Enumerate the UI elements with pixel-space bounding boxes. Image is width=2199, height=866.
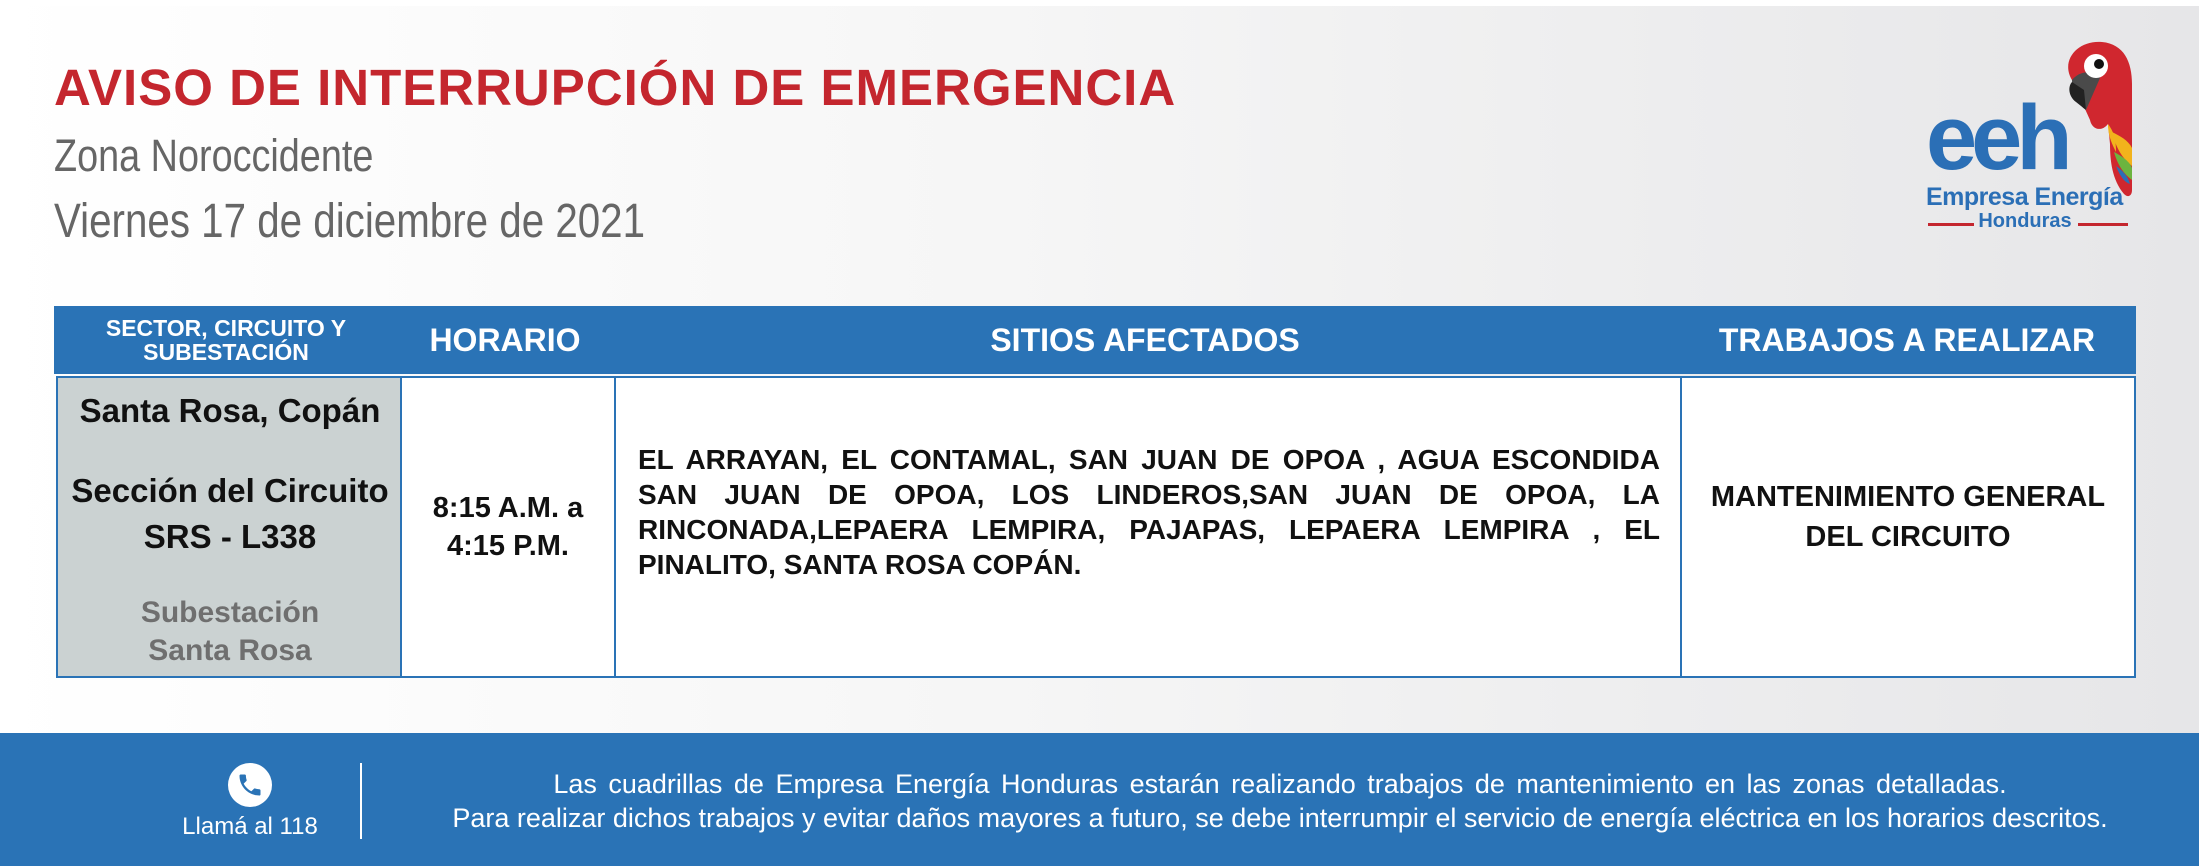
sitios-text: EL ARRAYAN, EL CONTAMAL, SAN JUAN DE OPOA , AGUA ESCONDIDA SAN JUAN DE OPOA, LOS LINDEROS,SAN JUAN DE OPOA, LA RINCONADA,LEPAERA LEMPIRA, PAJAPAS, LEPAERA LEMPIRA , EL PINALITO, SANTA ROSA COPÁN.	[638, 444, 1660, 580]
trabajos-cell	[1682, 378, 2134, 676]
column-header-horario: HORARIO	[429, 321, 581, 358]
sector-substation	[58, 594, 402, 670]
column-header-trabajos: TRABAJOS A REALIZAR	[1718, 321, 2096, 358]
column-header-sitios: SITIOS AFECTADOS	[990, 321, 1300, 358]
zone-label: Zona Noroccidente	[54, 130, 374, 181]
horario-cell	[402, 378, 616, 676]
phone-label[interactable]: Llamá al 118	[182, 813, 318, 840]
trabajos-line1: MANTENIMIENTO GENERAL	[1710, 481, 2106, 513]
sector-circuit-line2: SRS - L338	[143, 518, 317, 555]
horario-text	[413, 489, 603, 565]
logo-country: Honduras	[1978, 210, 2072, 232]
table-row	[56, 376, 2136, 678]
footer-message-line1: Las cuadrillas de Empresa Energía Honduras estarán realizando trabajos de mantenimiento en las zonas detalladas.	[553, 769, 2007, 799]
date-label: Viernes 17 de diciembre de 2021	[54, 195, 646, 248]
table-header	[54, 306, 2136, 374]
trabajos-text	[1708, 477, 2108, 557]
footer-banner	[0, 733, 2199, 866]
column-header-sector-line1: SECTOR, CIRCUITO Y	[105, 315, 347, 341]
logo-underline-right	[2078, 223, 2128, 226]
phone-glyph	[236, 771, 264, 799]
company-logo	[1922, 40, 2137, 240]
sector-cell	[58, 378, 402, 676]
horario-end: 4:15 P.M.	[447, 530, 569, 562]
top-strip	[0, 0, 2199, 6]
sector-place: Santa Rosa, Copán	[79, 392, 381, 429]
footer-divider	[360, 763, 362, 839]
phone-icon	[228, 763, 272, 807]
logo-wordmark: eeh	[1926, 87, 2067, 189]
column-header-sector-line2: SUBESTACIÓN	[143, 339, 309, 365]
sitios-cell	[616, 378, 1682, 676]
sector-substation-line2: Santa Rosa	[148, 634, 312, 667]
notice-title: AVISO DE INTERRUPCIÓN DE EMERGENCIA	[54, 59, 1177, 116]
horario-start: 8:15 A.M. a	[432, 492, 584, 524]
interruption-table	[54, 306, 2136, 680]
sector-substation-line1: Subestación	[140, 596, 320, 629]
column-header-sector	[54, 306, 398, 374]
trabajos-line2: DEL CIRCUITO	[1805, 521, 2011, 553]
logo-company-name: Empresa Energía	[1926, 183, 2123, 211]
footer-message-line2: Para realizar dichos trabajos y evitar daños mayores a futuro, se debe interrumpir el servicio de energía eléctrica en los horarios descritos.	[452, 803, 2108, 833]
sector-circuit-line1: Sección del Circuito	[71, 472, 389, 509]
sector-circuit	[58, 468, 402, 560]
